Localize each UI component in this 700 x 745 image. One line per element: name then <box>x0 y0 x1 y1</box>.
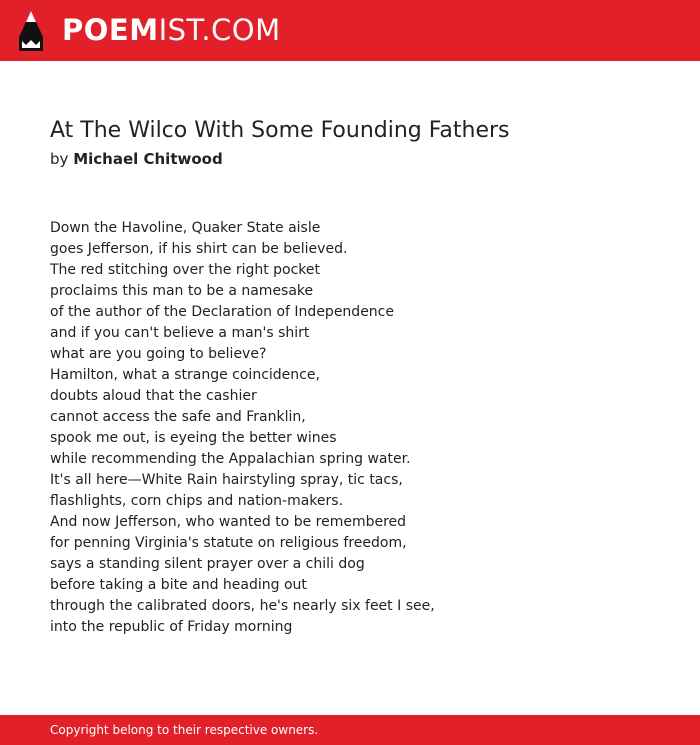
poem-line: through the calibrated doors, he's nearly six feet I see, <box>50 598 435 614</box>
poem-line: It's all here—White Rain hairstyling spray, tic tacs, <box>50 472 403 488</box>
pencil-icon[interactable] <box>19 11 43 51</box>
poem-line: proclaims this man to be a namesake <box>50 283 314 299</box>
poem-line: before taking a bite and heading out <box>50 577 307 593</box>
poem-line: for penning Virginia's statute on religious freedom, <box>50 535 407 551</box>
poem-line: goes Jefferson, if his shirt can be believed. <box>50 241 348 257</box>
byline <box>50 146 670 172</box>
logo-text-bold: POEM <box>62 13 159 47</box>
logo-text-light: IST.COM <box>158 13 281 47</box>
poem-line: while recommending the Appalachian spring water. <box>50 451 411 467</box>
site-header <box>0 0 700 61</box>
site-logo[interactable] <box>62 13 281 47</box>
poem-body <box>50 218 670 638</box>
poem-line: what are you going to believe? <box>50 346 267 362</box>
poem-line: Down the Havoline, Quaker State aisle <box>50 220 321 236</box>
poem-line: cannot access the safe and Franklin, <box>50 409 306 425</box>
poem-container <box>50 116 670 638</box>
by-label: by <box>50 150 69 168</box>
poem-line: flashlights, corn chips and nation-makers. <box>50 493 344 509</box>
poem-line: Hamilton, what a strange coincidence, <box>50 367 320 383</box>
author-name: Michael Chitwood <box>73 150 223 168</box>
poem-line: And now Jefferson, who wanted to be remembered <box>50 514 407 530</box>
poem-line: doubts aloud that the cashier <box>50 388 257 404</box>
poem-line: and if you can't believe a man's shirt <box>50 325 310 341</box>
poem-line: of the author of the Declaration of Independence <box>50 304 394 320</box>
poem-line: spook me out, is eyeing the better wines <box>50 430 337 446</box>
poem-line: says a standing silent prayer over a chili dog <box>50 556 365 572</box>
site-footer <box>0 715 700 745</box>
poem-line: The red stitching over the right pocket <box>50 262 321 278</box>
copyright-text: Copyright belong to their respective owners. <box>50 723 319 737</box>
poem-line: into the republic of Friday morning <box>50 619 293 635</box>
poem-title: At The Wilco With Some Founding Fathers <box>50 118 510 143</box>
